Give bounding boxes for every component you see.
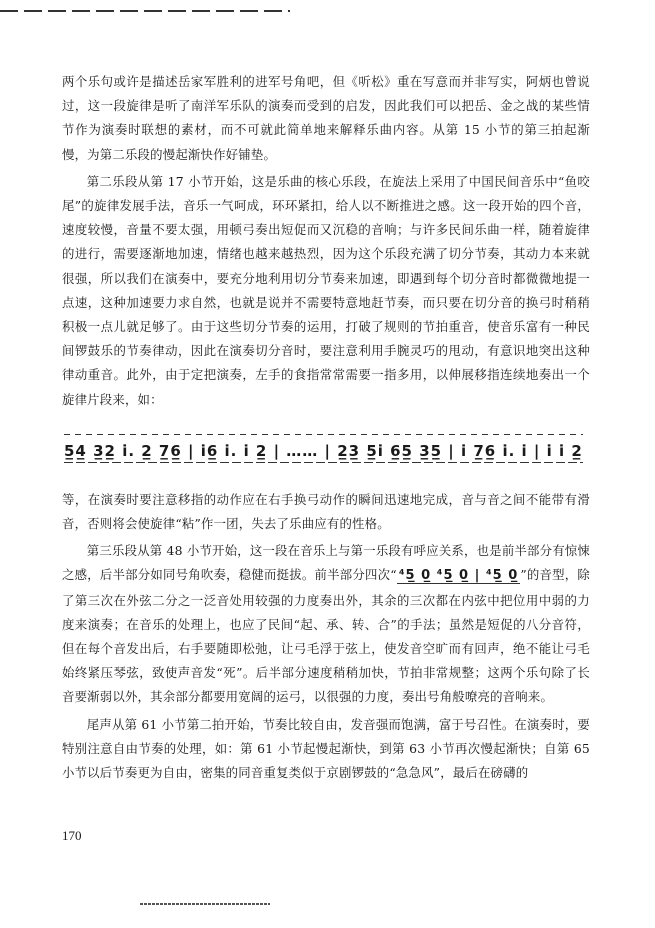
- footer-dotted-rule: [140, 903, 270, 905]
- paragraph-5: 尾声从第 61 小节第二拍开始，节奏比较自由，发音强而饱满，富于号召性。在演奏时，要特别注意自由节奏的处理，如：第 61 小节起慢起渐快，到第 63 小节再次慢起渐快；自第 65 小节以后节奏更为自由，密集的同音重复类似于京剧锣鼓的“急急风”，最后在磅礴的: [62, 716, 590, 781]
- header-dash-rule: [0, 10, 290, 12]
- paragraph-2: 第二乐段从第 17 小节开始，这是乐曲的核心乐段，在旋法上采用了中国民间音乐中“鱼咬尾”的旋律发展手法，音乐一气呵成，环环紧扣，给人以不断推进之感。这一段开始的四个音，速度较慢，音量不要太强，用顿弓奏出短促而又沉稳的音响；与许多民间乐曲一样，随着旋律的进行，需要逐渐地加速，情绪也越来越热烈，因为这个乐段充满了切分节奏，其动力本来就很强，所以我们在演奏中，要充分地利用切分节奏来加速，即遇到每个切分音时都微微地提一点速，这种加速要力求自然，也就是说并不需要特意地赶节奏，而只要在切分音的换弓时稍稍积极一点儿就足够了。由于这些切分节奏的运用，打破了规则的节拍重音，使音乐富有一种民间锣鼓乐的节奏律动，因此在演奏切分音时，要注意利用手腕灵巧的甩动，有意识地突出这种律动重音。此外，由于定把演奏，左手的食指常常需要一指多用，以伸展移指连续地奏出一个旋律片段来，如：: [62, 173, 590, 407]
- paragraph-4-text-b: ”的音型，除了第三次在外弦二分之一泛音处用较强的力度奏出外，其余的三次都在内弦中把位用中弱的力度来演奏；在音乐的处理上，也应了民间“起、承、转、合”的手法；虽然是短促的八分音符，但在每个音发出后，右手要随即松弛，让弓毛浮于弦上，使发音空旷而有回声，绝不能让弓毛始终紧压琴弦，致使声音发“死”。后半部分速度稍稍加快，节拍非常规整；这两个乐句除了长音要渐弱以外，其余部分都要用宽阔的运弓，以很强的力度，奏出号角般嘹亮的音响来。: [62, 567, 590, 705]
- notation-line: 5̲4̲ 3̲2̲ i̇. 2̲ 7̲6̲ | i̇6̲ i̇. i̇ 2̲ | …… | 2̲3̲ 5̲i̇ 6̲5̲ 3̲5̲ | i̇ 7̲6̲ i̇. i̇ | i̇ i̇ 2̲: [64, 441, 583, 460]
- paragraph-4-text-a: 第三乐段从第 48 小节开始，这一段在音乐上与第一乐段有呼应关系，也是前半部分有惊悚之感，后半部分如同号角吹奏，稳健而挺拔。前半部分四次“: [62, 543, 590, 583]
- paragraph-4: [62, 539, 590, 709]
- paragraph-3: 等，在演奏时要注意移指的动作应在右手换弓动作的瞬间迅速地完成，音与音之间不能带有滑音，否则将会使旋律“粘”作一团，失去了乐曲应有的性格。: [62, 491, 590, 532]
- paragraph-1: 两个乐句或许是描述岳家军胜利的进军号角吧，但《听松》重在写意而并非写实，阿炳也曾说过，这一段旋律是听了南洋军乐队的演奏而受到的启发，因此我们可以把岳、金之战的某些情节作为演奏时联想的素材，而不可就此简单地来解释乐曲内容。从第 15 小节的第三拍起渐慢，为第二乐段的慢起渐快作好铺垫。: [62, 74, 590, 162]
- music-notation-example: [62, 424, 590, 480]
- inline-notation: ⁴5̲ 0̲ ⁴5̲ 0̲ | ⁴5̲ 0̲: [398, 568, 519, 584]
- page-number: 170: [62, 828, 82, 843]
- page-body: [62, 70, 590, 785]
